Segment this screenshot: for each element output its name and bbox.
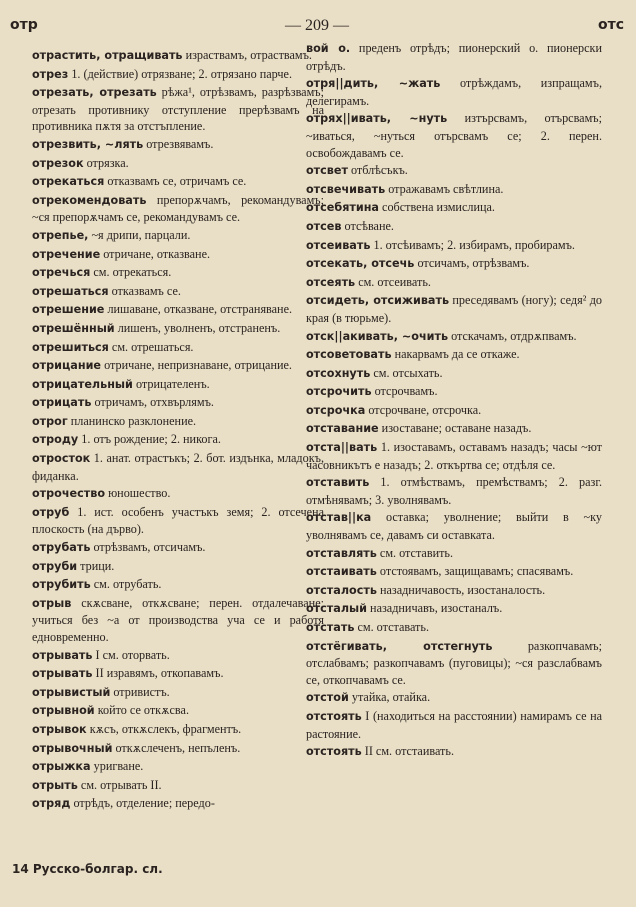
entry-headword: отставить <box>306 476 370 490</box>
entry-headword: отрезок <box>32 156 84 170</box>
dictionary-entry <box>32 320 324 338</box>
entry-definition: отрѣдъ, отделение; передо- <box>70 796 215 811</box>
entry-headword: отстав||ка <box>306 511 372 525</box>
dictionary-entry <box>32 758 324 776</box>
entry-definition: отрѣзвамъ, отсичамъ. <box>90 540 206 555</box>
entry-definition: препорѫчамъ, рекомандувамъ; ~ся препорѫчамъ се, рекомандувамъ се. <box>32 192 324 225</box>
dictionary-entry <box>32 192 324 226</box>
page-number: — 209 — <box>285 17 349 34</box>
entry-definition: см. отрешаться. <box>108 339 194 354</box>
entry-headword: отрицать <box>32 396 92 410</box>
dictionary-entry <box>306 689 602 707</box>
entry-headword: отсталый <box>306 602 367 616</box>
entry-headword: отрешаться <box>32 284 109 298</box>
entry-definition: който се откѫсва. <box>94 703 189 718</box>
entry-headword: отсрочка <box>306 403 366 417</box>
entry-headword: отсекать, отсечь <box>306 257 415 271</box>
entry-definition: см. отрекаться. <box>90 265 172 280</box>
entry-headword: отрепье, <box>32 228 89 242</box>
entry-headword: отстой <box>306 691 349 705</box>
entry-headword: отрывочный <box>32 741 113 755</box>
entry-headword: отск||акивать, ~очить <box>306 329 449 343</box>
page-header <box>10 17 624 39</box>
entry-headword: отста||вать <box>306 441 378 455</box>
dictionary-entry <box>32 227 324 245</box>
dictionary-entry <box>306 600 602 618</box>
entry-headword: отрезвить, ~лять <box>32 137 144 151</box>
entry-definition: см. отсыхать. <box>370 365 443 380</box>
entry-headword: отречься <box>32 266 91 280</box>
entry-headword: отстоять <box>306 745 362 759</box>
entry-headword: отрезать, отрезать <box>32 86 157 100</box>
entry-headword: отрешение <box>32 303 105 317</box>
dictionary-entry <box>32 702 324 720</box>
dictionary-entry <box>32 246 324 264</box>
entry-definition: оставка; уволнение; выйти в ~ку уволнявамъ се, давамъ си оставката. <box>306 510 602 543</box>
entry-headword: отрешённый <box>32 321 115 335</box>
dictionary-entry <box>32 595 324 646</box>
entry-definition: 1. отъ рождение; 2. никога. <box>78 432 221 447</box>
entry-definition: рѣжа¹, отрѣзвамъ, разрѣзвамъ; отрезать противнику отступление прерѣзвамъ на противника пѫтя за отстъпление. <box>32 85 324 134</box>
dictionary-entry <box>32 558 324 576</box>
dictionary-entry <box>32 66 324 84</box>
entry-definition: отрѣждамъ, изпращамъ, делегирамъ. <box>306 76 602 108</box>
entry-headword: отстать <box>306 621 355 634</box>
entry-definition: отказвамъ се. <box>108 283 181 298</box>
entry-headword: отставание <box>306 422 379 436</box>
entry-headword: отрог <box>32 414 68 428</box>
entry-headword: отсев <box>306 219 342 233</box>
entry-headword: отстоять <box>306 709 362 723</box>
page-footer: 14 Русско-болгар. сл. <box>12 862 163 876</box>
dictionary-entry <box>306 474 602 508</box>
dictionary-entry <box>306 582 602 600</box>
entry-headword: отряд <box>32 797 71 811</box>
dictionary-entry <box>306 545 602 563</box>
entry-headword: отрекомендовать <box>32 193 147 207</box>
entry-headword: отрочество <box>32 487 106 501</box>
entry-headword: отрубить <box>32 578 91 592</box>
entry-definition: отрязка. <box>83 155 129 170</box>
entry-definition: накарвамъ да се откаже. <box>391 347 520 362</box>
entry-headword: отрез <box>32 67 69 81</box>
entry-headword: отруб <box>32 505 70 519</box>
entry-definition: 1. (действие) отрязване; 2. отрязано парче. <box>68 66 293 81</box>
entry-definition: отсрочване, отсрочка. <box>365 402 482 417</box>
entry-headword: отрицательный <box>32 377 133 391</box>
entry-headword: отрыть <box>32 778 78 792</box>
entry-definition: см. отсеивать. <box>355 274 431 289</box>
dictionary-entry <box>32 450 324 484</box>
entry-headword: отстаивать <box>306 565 377 579</box>
dictionary-entry <box>306 162 602 180</box>
dictionary-entry <box>306 237 602 255</box>
entry-definition: лишенъ, уволненъ, отстраненъ. <box>114 320 281 335</box>
entry-headword: отруби <box>32 559 78 573</box>
dictionary-entry <box>306 638 602 689</box>
dictionary-entry <box>32 413 324 431</box>
dictionary-entry <box>32 283 324 301</box>
entry-definition: отсичамъ, отрѣзвамъ. <box>414 256 530 271</box>
entry-headword: отсидеть, отсиживать <box>306 294 450 308</box>
entry-definition: преседявамъ (ногу); седя² до края (в тюрьме). <box>306 293 602 325</box>
entry-headword: отсталость <box>306 583 377 597</box>
dictionary-entry <box>32 665 324 683</box>
entry-definition: I (находиться на расстоянии) намирамъ се на растояние. <box>306 708 602 741</box>
entry-headword: отсоветовать <box>306 348 392 362</box>
entry-headword: отря||дить, ~жать <box>306 77 441 91</box>
entry-definition: см. отставить. <box>376 545 454 560</box>
dictionary-entry <box>306 420 602 438</box>
dictionary-entry <box>32 721 324 739</box>
entry-headword: отстёгивать, отстегнуть <box>306 639 493 653</box>
dictionary-entry <box>306 292 602 326</box>
entry-definition: отричане, непризнаване, отрицание. <box>101 358 292 373</box>
entry-headword: отсеивать <box>306 238 371 252</box>
entry-definition: отрезвявамъ. <box>143 136 214 151</box>
dictionary-entry <box>306 743 602 761</box>
entry-headword: отрывной <box>32 704 95 718</box>
entry-headword: отрывистый <box>32 685 111 699</box>
dictionary-entry <box>306 346 602 364</box>
dictionary-entry <box>32 485 324 503</box>
entry-headword: отросток <box>32 452 91 466</box>
entry-definition: трици. <box>77 558 115 573</box>
dictionary-entry <box>306 274 602 292</box>
dictionary-entry <box>306 199 602 217</box>
entry-definition: см. отставать. <box>354 620 429 634</box>
entry-headword: отрешиться <box>32 340 109 354</box>
entry-headword: отрях||ивать, ~нуть <box>306 112 448 126</box>
entry-definition: 1. изоставамъ, оставамъ назадъ; часы ~ют часовникътъ е назадъ; 2. откъртва се; отдѣля се. <box>306 440 602 472</box>
dictionary-entry <box>32 504 324 538</box>
entry-headword: отрывать <box>32 667 93 681</box>
dictionary-entry <box>32 576 324 594</box>
dictionary-entry <box>32 376 324 394</box>
dictionary-entry <box>32 301 324 319</box>
dictionary-entry <box>32 431 324 449</box>
entry-headword: отсеять <box>306 275 356 289</box>
entry-definition: израствамъ, отраствамъ. <box>182 48 312 62</box>
entry-definition: II изравямъ, откопавамъ. <box>92 666 224 681</box>
dictionary-entry <box>32 155 324 173</box>
entry-definition: отсѣване. <box>341 218 394 233</box>
entry-definition: 1. анат. отрастъкъ; 2. бот. издънка, младокъ, фиданка. <box>32 451 324 483</box>
dictionary-entry <box>306 383 602 401</box>
entry-definition: см. отрывать II. <box>77 777 162 792</box>
dictionary-entry <box>32 357 324 375</box>
entry-definition: отблѣсъкъ. <box>347 163 408 178</box>
header-left-guideword: отр <box>10 17 38 33</box>
dictionary-entry <box>306 708 602 742</box>
entry-headword: отрицание <box>32 359 102 373</box>
entry-definition: отрицателенъ. <box>132 376 210 391</box>
entry-definition: отричамъ, отхвърлямъ. <box>91 395 214 410</box>
entry-definition: лишаване, отказване, отстраняване. <box>104 302 293 317</box>
entry-headword: отсохнуть <box>306 366 371 380</box>
dictionary-entry <box>306 365 602 383</box>
dictionary-entry <box>306 75 602 109</box>
entry-headword: отсрочить <box>306 385 372 399</box>
dictionary-entry <box>32 84 324 135</box>
entry-headword: отрастить, отращивать <box>32 49 183 62</box>
entry-headword: отсвечивать <box>306 182 386 196</box>
dictionary-entry <box>306 181 602 199</box>
dictionary-entry <box>32 740 324 758</box>
dictionary-entry <box>32 264 324 282</box>
left-column <box>32 47 324 837</box>
entry-definition: отривистъ. <box>110 684 170 699</box>
entry-headword: вой о. <box>306 42 351 55</box>
entry-headword: отрубать <box>32 541 91 555</box>
entry-headword: отсебятина <box>306 201 379 215</box>
entry-definition: уригване. <box>90 759 144 774</box>
entry-definition: отсрочвамъ. <box>371 384 438 399</box>
entry-definition: откѫслеченъ, непъленъ. <box>112 740 241 755</box>
entry-definition: кѫсъ, откѫслекъ, фрагментъ. <box>86 721 242 736</box>
dictionary-entry <box>32 136 324 154</box>
entry-headword: отрыв <box>32 596 72 610</box>
entry-definition: собствена измислица. <box>379 200 495 215</box>
entry-definition: II см. отстаивать. <box>361 744 454 759</box>
dictionary-entry <box>306 328 602 346</box>
dictionary-entry <box>32 777 324 795</box>
entry-definition: изтърсвамъ, отърсвамъ; ~иваться, ~нуться отърсвамъ се; 2. перен. освобождавамъ се. <box>306 111 602 160</box>
dictionary-entry <box>306 619 602 637</box>
dictionary-entry <box>32 47 324 65</box>
dictionary-entry <box>306 40 602 74</box>
dictionary-entry <box>32 394 324 412</box>
entry-headword: отрывок <box>32 722 87 736</box>
dictionary-entry <box>306 110 602 161</box>
right-column <box>306 40 602 830</box>
entry-definition: 1. отмѣствамъ, премѣствамъ; 2. разг. отмѣнявамъ; 3. уволнявамъ. <box>306 475 602 507</box>
dictionary-entry <box>306 218 602 236</box>
dictionary-entry <box>32 339 324 357</box>
entry-definition: см. отрубать. <box>90 577 162 592</box>
dictionary-entry <box>306 402 602 420</box>
entry-definition: ~я дрипи, парцали. <box>88 227 191 242</box>
entry-headword: отроду <box>32 433 79 447</box>
dictionary-entry <box>306 509 602 543</box>
dictionary-entry <box>306 439 602 473</box>
entry-definition: отказвамъ се, отричамъ се. <box>104 174 247 189</box>
entry-headword: отрыжка <box>32 760 91 774</box>
entry-definition: утайка, отайка. <box>348 690 431 705</box>
entry-definition: юношество. <box>105 486 171 501</box>
entry-definition: I см. оторвать. <box>92 647 170 662</box>
entry-definition: преденъ отрѣдъ; пионерский о. пионерски отрѣдъ. <box>306 41 602 73</box>
entry-definition: планинско разклонение. <box>67 413 197 428</box>
entry-headword: отрекаться <box>32 175 105 189</box>
dictionary-entry <box>306 563 602 581</box>
entry-definition: 1. отсѣивамъ; 2. избирамъ, пробирамъ. <box>370 237 575 252</box>
entry-headword: отсвет <box>306 164 348 178</box>
dictionary-entry <box>32 647 324 665</box>
dictionary-entry <box>32 539 324 557</box>
entry-headword: отрывать <box>32 648 93 662</box>
entry-definition: отстоявамъ, защищавамъ; спасявамъ. <box>376 564 574 579</box>
header-right-guideword: отс <box>597 17 624 33</box>
entry-headword: отставлять <box>306 546 377 560</box>
entry-definition: 1. ист. особенъ участъкъ земя; 2. отсечена плоскость (на дърво). <box>32 504 324 537</box>
entry-definition: разкопчавамъ; отслабвамъ; разкопчавамъ (пуговицы); ~ся разслабвамъ се, откопчавамъ се. <box>306 638 602 687</box>
dictionary-entry <box>32 684 324 702</box>
entry-definition: отричане, отказване. <box>100 246 211 261</box>
entry-definition: отражавамъ свѣтлина. <box>385 181 504 196</box>
entry-definition: скѫсване, откѫсване; перен. отдалечаване; учиться без ~а от производства уча се и работя едновременно. <box>32 595 324 644</box>
entry-definition: отскачамъ, отдрѫпвамъ. <box>448 328 577 343</box>
dictionary-entry <box>306 255 602 273</box>
entry-definition: изоставане; оставане назадъ. <box>378 421 532 436</box>
dictionary-entry <box>32 795 324 813</box>
entry-definition: назадничавъ, изостаналъ. <box>367 601 503 616</box>
entry-headword: отречение <box>32 247 101 261</box>
dictionary-entry <box>32 173 324 191</box>
entry-definition: назадничавость, изостаналость. <box>376 582 546 597</box>
